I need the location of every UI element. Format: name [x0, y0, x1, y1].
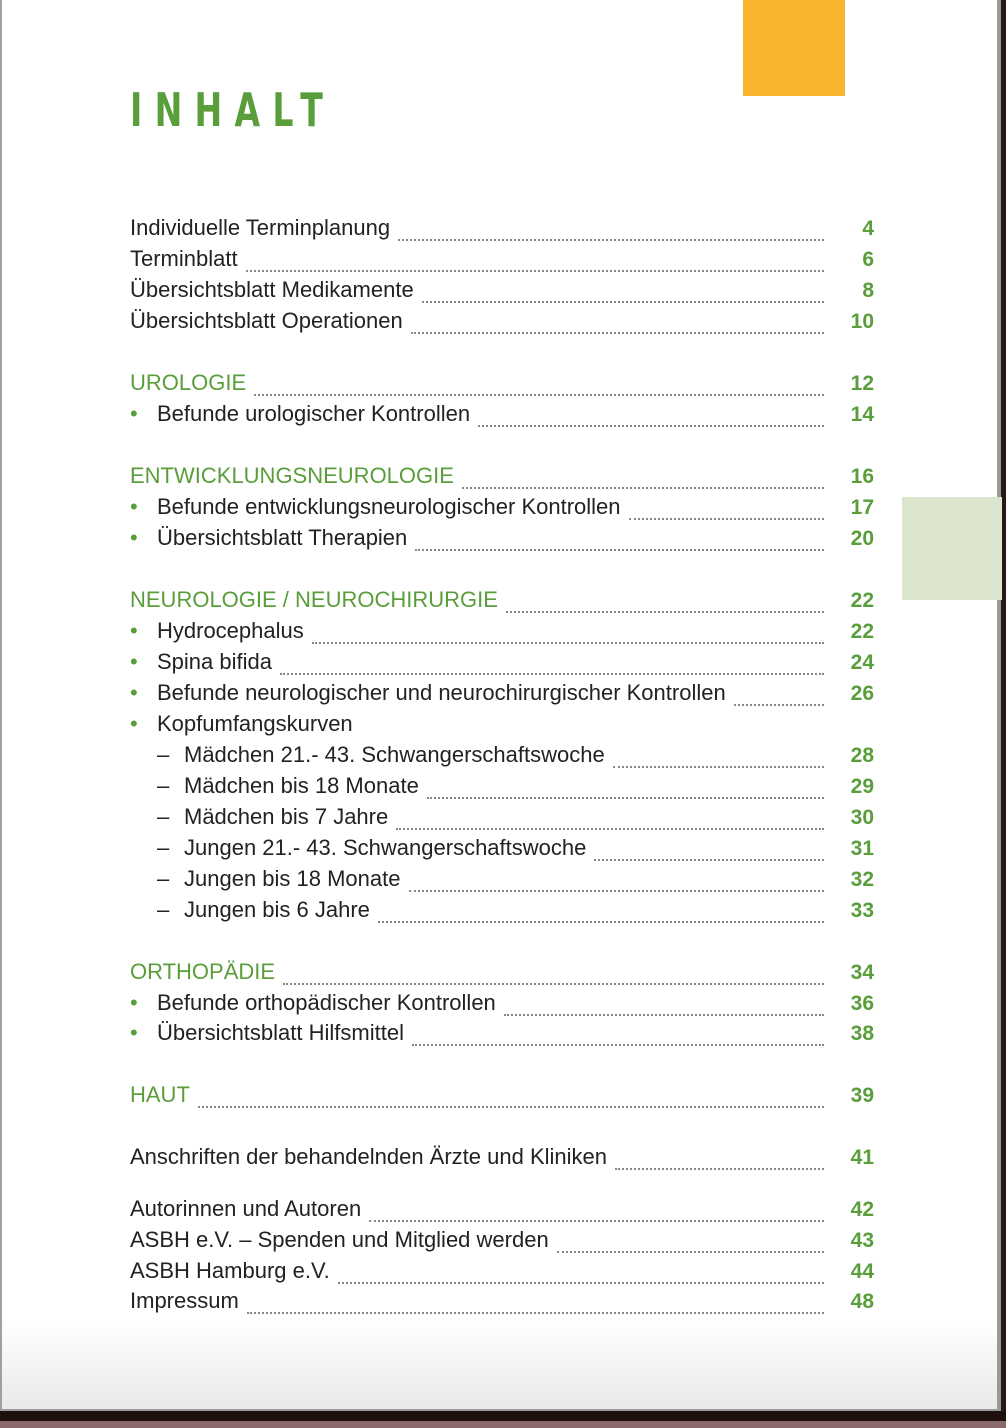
- page-number: 22: [850, 620, 874, 643]
- dot-leader: [198, 1106, 824, 1108]
- toc-entry[interactable]: • Kopfumfangskurven: [130, 711, 353, 736]
- bullet-icon: •: [130, 990, 138, 1015]
- toc-entry[interactable]: ASBH e.V. – Spenden und Mitglied werden 43: [130, 1227, 874, 1252]
- dot-leader: [594, 859, 824, 861]
- toc-section-heading[interactable]: HAUT 39: [130, 1082, 874, 1107]
- page-number: 6: [862, 248, 874, 271]
- dash-icon: –: [157, 835, 170, 860]
- toc-subentry[interactable]: – Jungen bis 18 Monate 32: [157, 866, 874, 891]
- bullet-icon: •: [130, 618, 138, 643]
- dot-leader: [478, 425, 824, 427]
- page-number: 41: [850, 1146, 874, 1169]
- orange-corner-block: [743, 0, 845, 96]
- toc-entry[interactable]: Impressum 48: [130, 1288, 874, 1313]
- bullet-icon: •: [130, 1020, 138, 1045]
- toc-entry[interactable]: Übersichtsblatt Operationen 10: [130, 308, 874, 333]
- page-number: 22: [850, 589, 874, 612]
- dot-leader: [283, 983, 824, 985]
- dot-leader: [412, 1044, 824, 1046]
- dot-leader: [613, 766, 824, 768]
- page-number: 48: [850, 1290, 874, 1313]
- dash-icon: –: [157, 866, 170, 891]
- toc-section-heading[interactable]: ENTWICKLUNGSNEUROLOGIE 16: [130, 463, 874, 488]
- dot-leader: [338, 1282, 824, 1284]
- page-number: 29: [850, 775, 874, 798]
- dash-icon: –: [157, 897, 170, 922]
- toc-entry[interactable]: • Übersichtsblatt Therapien 20: [130, 525, 874, 550]
- dash-icon: –: [157, 742, 170, 767]
- dash-icon: –: [157, 804, 170, 829]
- page-number: 38: [850, 1022, 874, 1045]
- toc-section-heading[interactable]: ORTHOPÄDIE 34: [130, 959, 874, 984]
- toc-entry[interactable]: • Befunde urologischer Kontrollen 14: [130, 401, 874, 426]
- dot-leader: [378, 921, 824, 923]
- page-title: INHALT: [130, 83, 336, 137]
- dot-leader: [398, 239, 824, 241]
- page-number: 16: [850, 465, 874, 488]
- page-number: 34: [850, 961, 874, 984]
- page-number: 30: [850, 806, 874, 829]
- bullet-icon: •: [130, 401, 138, 426]
- dot-leader: [427, 797, 824, 799]
- dot-leader: [246, 270, 824, 272]
- toc-section-heading[interactable]: NEUROLOGIE / NEUROCHIRURGIE 22: [130, 587, 874, 612]
- dot-leader: [247, 1312, 824, 1314]
- page-number: 12: [850, 372, 874, 395]
- bullet-icon: •: [130, 680, 138, 705]
- toc-entry[interactable]: Anschriften der behandelnden Ärzte und Kliniken 41: [130, 1144, 874, 1169]
- toc-subentry[interactable]: – Jungen bis 6 Jahre 33: [157, 897, 874, 922]
- dot-leader: [734, 704, 824, 706]
- viewer-background: [0, 1411, 1006, 1421]
- toc-entry[interactable]: • Übersichtsblatt Hilfsmittel 38: [130, 1020, 874, 1045]
- page-number: 33: [850, 899, 874, 922]
- bullet-icon: •: [130, 525, 138, 550]
- toc-entry[interactable]: • Befunde neurologischer und neurochirurgischer Kontrollen 26: [130, 680, 874, 705]
- section-tab-marker: [902, 497, 1002, 600]
- page-number: 4: [862, 217, 874, 240]
- page-number: 17: [850, 496, 874, 519]
- dot-leader: [312, 642, 824, 644]
- dot-leader: [615, 1168, 824, 1170]
- bullet-icon: •: [130, 649, 138, 674]
- dot-leader: [504, 1014, 824, 1016]
- bullet-icon: •: [130, 711, 138, 736]
- dot-leader: [422, 301, 824, 303]
- bullet-icon: •: [130, 494, 138, 519]
- toc-subentry[interactable]: – Mädchen bis 18 Monate 29: [157, 773, 874, 798]
- page-number: 26: [850, 682, 874, 705]
- dot-leader: [506, 611, 824, 613]
- toc-subentry[interactable]: – Jungen 21.- 43. Schwangerschaftswoche 31: [157, 835, 874, 860]
- page-number: 39: [850, 1084, 874, 1107]
- page-number: 42: [850, 1198, 874, 1221]
- page-number: 36: [850, 992, 874, 1015]
- dot-leader: [396, 828, 824, 830]
- dot-leader: [462, 487, 824, 489]
- toc-entry[interactable]: ASBH Hamburg e.V. 44: [130, 1258, 874, 1283]
- dot-leader: [254, 394, 824, 396]
- toc-entry[interactable]: • Hydrocephalus 22: [130, 618, 874, 643]
- dash-icon: –: [157, 773, 170, 798]
- page-number: 10: [850, 310, 874, 333]
- dot-leader: [629, 518, 824, 520]
- page-number: 32: [850, 868, 874, 891]
- dot-leader: [280, 673, 824, 675]
- toc-entry[interactable]: Terminblatt 6: [130, 246, 874, 271]
- toc-section-heading[interactable]: UROLOGIE 12: [130, 370, 874, 395]
- viewer-bottom-edge: [0, 1421, 1006, 1428]
- page-number: 31: [850, 837, 874, 860]
- page-number: 14: [850, 403, 874, 426]
- dot-leader: [557, 1251, 824, 1253]
- toc-entry[interactable]: Übersichtsblatt Medikamente 8: [130, 277, 874, 302]
- toc-subentry[interactable]: – Mädchen 21.- 43. Schwangerschaftswoche 28: [157, 742, 874, 767]
- dot-leader: [369, 1220, 824, 1222]
- toc-entry[interactable]: Autorinnen und Autoren 42: [130, 1196, 874, 1221]
- page-number: 20: [850, 527, 874, 550]
- page-number: 28: [850, 744, 874, 767]
- toc-entry[interactable]: • Befunde entwicklungsneurologischer Kontrollen 17: [130, 494, 874, 519]
- page-number: 44: [850, 1260, 874, 1283]
- toc-entry[interactable]: • Spina bifida 24: [130, 649, 874, 674]
- toc-entry[interactable]: • Befunde orthopädischer Kontrollen 36: [130, 990, 874, 1015]
- page-number: 24: [850, 651, 874, 674]
- page-number: 43: [850, 1229, 874, 1252]
- toc-entry[interactable]: Individuelle Terminplanung 4: [130, 215, 874, 240]
- dot-leader: [411, 332, 824, 334]
- dot-leader: [409, 890, 825, 892]
- page-number: 8: [862, 279, 874, 302]
- toc-subentry[interactable]: – Mädchen bis 7 Jahre 30: [157, 804, 874, 829]
- dot-leader: [415, 549, 824, 551]
